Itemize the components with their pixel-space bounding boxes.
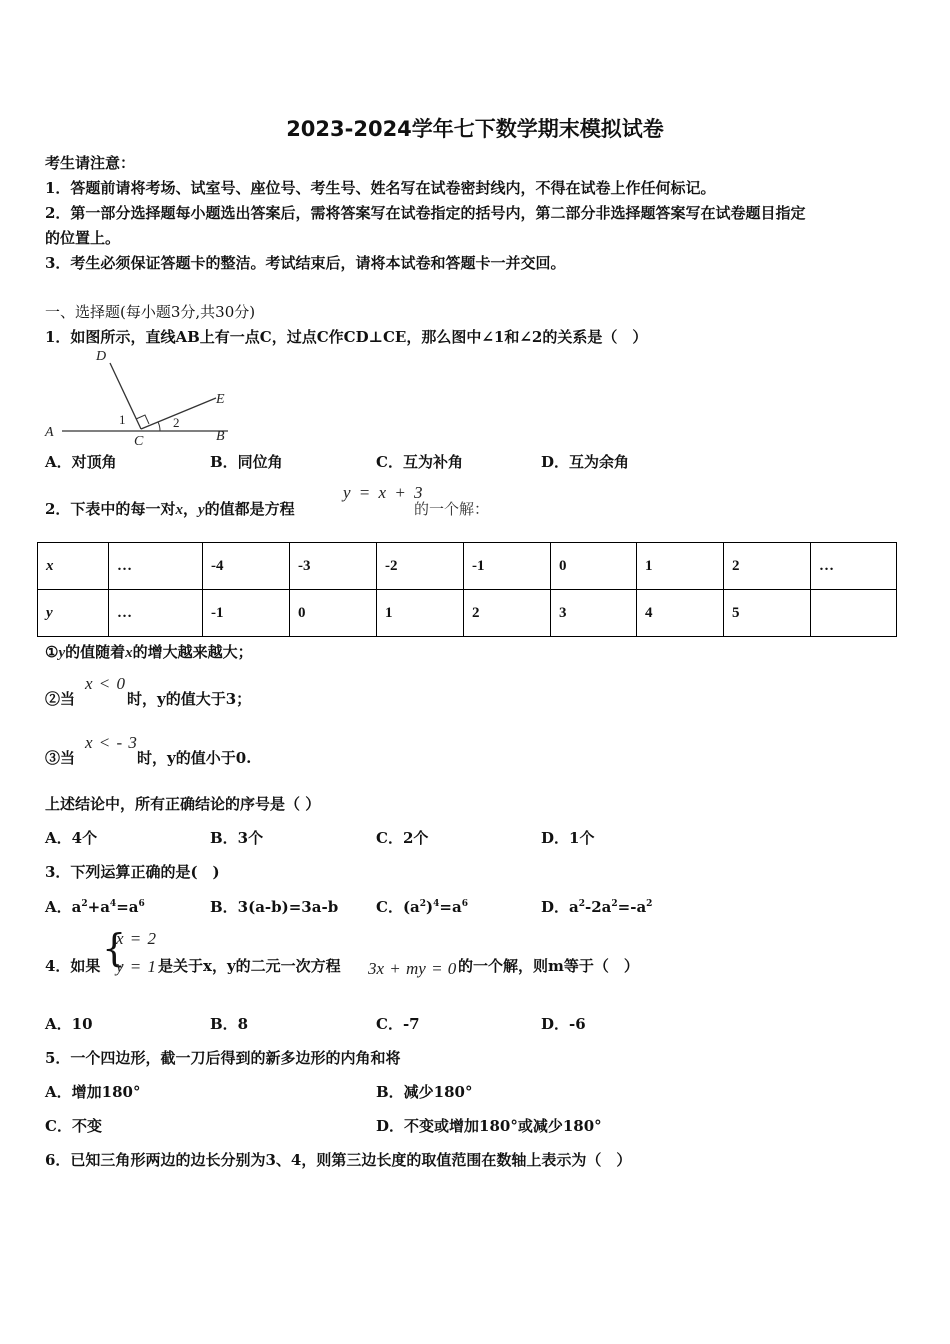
table-cell: … [109,590,203,637]
table-cell: … [109,543,203,590]
table-cell: 2 [724,543,811,590]
table-cell: 5 [724,590,811,637]
label-c: C [134,434,144,446]
q3c-e1: 2 [419,899,427,909]
q2-c3-pre: ③当 [45,749,76,767]
q2-c1-mid: 的值随着 [65,643,126,661]
q2-var-y: y [197,502,205,518]
q4-option-b: B．8 [210,1015,249,1033]
q2-c3-post: 时，y的值小于0. [137,749,252,767]
q1-option-d: D．互为余角 [541,453,630,471]
q5-option-a: A．增加180° [45,1083,141,1101]
table-cell: 2 [464,590,551,637]
q3d-p2: -2a [585,898,612,916]
q3a-e3: 6 [138,899,145,909]
values-table [37,542,897,637]
question-5-stem: 5．一个四边形，截一刀后得到的新多边形的内角和将 [45,1049,401,1067]
question-6-stem: 6．已知三角形两边的边长分别为3、4，则第三边长度的取值范围在数轴上表示为（ ） [45,1151,632,1169]
table-cell [811,590,897,637]
q4-option-a: A．10 [45,1015,93,1033]
q3d-p1: D．a [541,898,579,916]
q2-option-d: D．1个 [541,829,595,847]
q3a-p1: A．a [45,898,82,916]
q3a-e1: 2 [81,899,88,909]
table-cell: -4 [203,543,290,590]
table-cell: -2 [377,543,464,590]
q4-system-eq1: x = 2 [116,929,157,948]
q4-option-d: D．-6 [541,1015,586,1033]
table-row [38,590,897,637]
page-title: 2023-2024学年七下数学期末模拟试卷 [286,117,664,141]
q2-stem-mid: 的值都是方程 [204,500,295,518]
section-heading: 一、选择题(每小题3分,共30分) [45,303,256,321]
q4-post: 的一个解，则m等于（ ） [458,957,639,975]
notice-line-1: 1．答题前请将考场、试室号、座位号、考生号、姓名写在试卷密封线内，不得在试卷上作任何标记。 [45,179,716,197]
question-3-stem: 3．下列运算正确的是( ) [45,863,220,881]
q3c-p2: ) [426,898,434,916]
question-1-stem: 1．如图所示，直线AB上有一点C，过点C作CD⊥CE，那么图中∠1和∠2的关系是（ ） [45,328,648,346]
table-cell: 3 [551,590,637,637]
q2-stem-post: 的一个解： [414,500,490,518]
label-d: D [96,349,107,364]
table-cell: 1 [377,590,464,637]
label-angle-2: 2 [173,415,180,430]
q3c-e2: 4 [433,899,440,909]
q3a-p2: +a [87,898,110,916]
q3c-p3: =a [439,898,462,916]
q3-option-d [541,896,652,917]
table-cell: y [38,590,109,637]
q3d-e1: 2 [578,899,585,909]
label-angle-1: 1 [119,412,126,427]
q4-mid: 是关于x，y的二元一次方程 [158,957,341,975]
q2-ask: 上述结论中，所有正确结论的序号是（ ） [45,795,321,813]
q2-c1-y: y [58,645,66,661]
question-2-stem [45,498,295,519]
q3-option-c [376,896,468,917]
q3-option-a [45,896,145,917]
q2-option-b: B．3个 [210,829,264,847]
q3d-e2: 2 [611,899,618,909]
q2-c2-pre: ②当 [45,690,76,708]
q1-option-a: A．对顶角 [45,453,117,471]
table-row [38,543,897,590]
q3d-p3: =-a [617,898,647,916]
q2-option-c: C．2个 [376,829,429,847]
q5-option-b: B．减少180° [376,1083,473,1101]
q2-sep: ， [182,500,198,518]
table-cell: 4 [637,590,724,637]
q2-option-a: A．4个 [45,829,98,847]
q4-equation: 3x + my = 0 [368,959,457,978]
notice-line-3: 3．考生必须保证答题卡的整洁。考试结束后，请将本试卷和答题卡一并交回。 [45,254,566,272]
notice-line-2a: 2．第一部分选择题每小题选出答案后，需将答案写在试卷指定的括号内，第二部分非选择题答案写在试卷题目指定 [45,204,806,222]
question-1-figure [40,346,240,446]
label-a: A [45,425,54,440]
q2-conclusion-1 [45,641,253,662]
q2-c3-cond: x < - 3 [85,733,137,752]
q2-var-x: x [175,502,183,518]
table-cell: -1 [203,590,290,637]
q2-c1-pre: ① [45,643,59,661]
q2-stem-pre: 2．下表中的每一对 [45,500,176,518]
q5-option-d: D．不变或增加180°或减少180° [376,1117,602,1135]
label-b: B [216,429,225,444]
q3d-e3: 2 [646,899,653,909]
angle-2-arc [158,422,160,431]
table-cell: -1 [464,543,551,590]
notice-line-2b: 的位置上。 [45,229,121,247]
q2-equation: y = x + 3 [343,483,423,502]
table-cell: 0 [551,543,637,590]
table-cell: -3 [290,543,377,590]
q4-system-brace: { [102,926,127,970]
table-cell: 0 [290,590,377,637]
q1-option-b: B．同位角 [210,453,283,471]
q2-c1-x: x [125,645,133,661]
q3c-p1: C．(a [376,898,420,916]
q4-pre: 4．如果 [45,957,101,975]
table-cell: … [811,543,897,590]
table-cell: x [38,543,109,590]
q3c-e3: 6 [461,899,468,909]
q4-option-c: C．-7 [376,1015,420,1033]
q2-c2-post: 时，y的值大于3； [127,690,252,708]
q3a-e2: 4 [109,899,117,909]
table-cell: 1 [637,543,724,590]
q4-system-eq2: y = 1 [116,957,157,976]
q3a-p3: =a [116,898,139,916]
q3-option-b: B．3(a-b)=3a-b [210,898,339,916]
q5-option-c: C．不变 [45,1117,102,1135]
q2-c1-post: 的增大越来越大； [132,643,253,661]
notice-heading: 考生请注意： [45,154,136,172]
q2-c2-cond: x < 0 [85,674,126,693]
label-e: E [216,392,225,407]
q1-option-c: C．互为补角 [376,453,463,471]
